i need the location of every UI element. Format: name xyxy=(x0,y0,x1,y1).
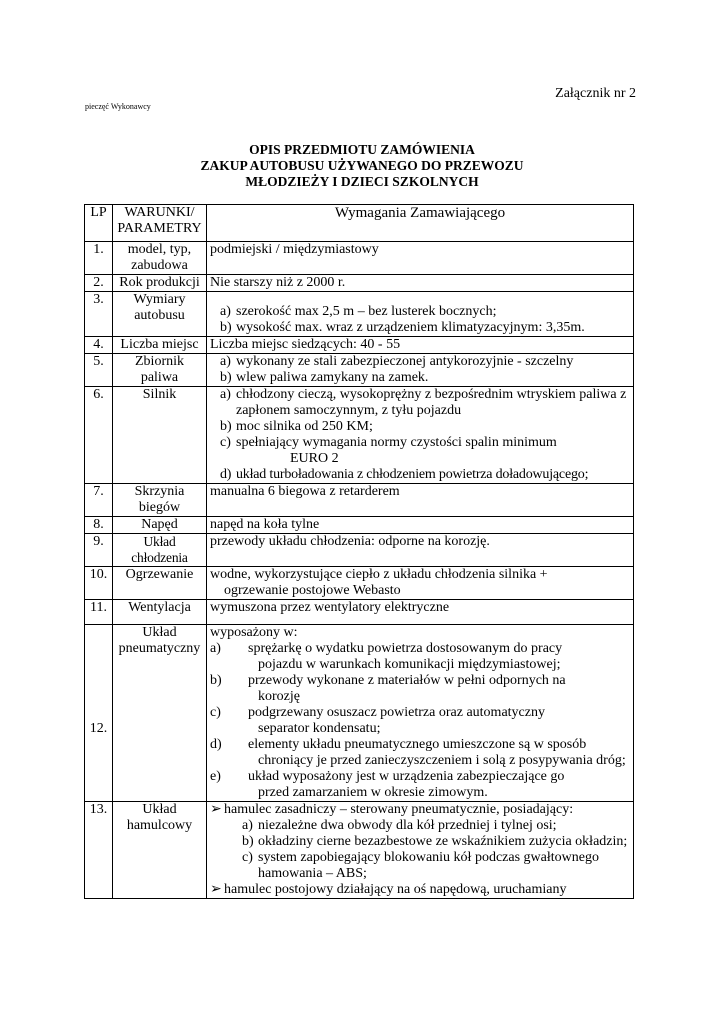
list-item: d) układ turboładowania z chłodzeniem powietrza doładowującego; xyxy=(220,467,589,482)
title-line-1: OPIS PRZEDMIOTU ZAMÓWIENIA xyxy=(249,142,475,157)
row-requirement xyxy=(207,387,634,484)
requirement-line: wodne, wykorzystujące ciepło z układu chłodzenia silnika + xyxy=(210,567,548,582)
list-item: ➢ hamulec zasadniczy – sterowany pneumatycznie, posiadający: a) niezależne dwa obwody dla kół przedniej i tylnej osi; b) okładziny cierne bezazbestowe ze wskaźnikiem zużycia okładzin; c) system zapobiegający blokowaniu kół podczas gwałtownego hamowania – ABS; xyxy=(210,802,630,882)
row-parameter: Liczba miejsc xyxy=(113,337,207,354)
row-number: 4. xyxy=(85,337,113,354)
requirement-intro: wyposażony w: xyxy=(210,625,298,640)
list-item: ➢ hamulec postojowy działający na oś napędową, uruchamiany xyxy=(210,882,567,897)
row-requirement xyxy=(207,802,634,899)
row-requirement: podmiejski / międzymiastowy xyxy=(207,242,634,275)
list-item: a) niezależne dwa obwody dla kół przedniej i tylnej osi; xyxy=(242,818,557,833)
row-parameter: Rok produkcji xyxy=(113,275,207,292)
row-parameter: Układ chłodzenia xyxy=(113,534,207,567)
header-params: WARUNKI/ PARAMETRY xyxy=(113,205,207,242)
list-item: a) wykonany ze stali zabezpieczonej antykorozyjnie - szczelny xyxy=(220,354,574,369)
row-requirement xyxy=(207,567,634,600)
table-row xyxy=(85,354,634,387)
row-parameter: Napęd xyxy=(113,517,207,534)
row-requirement: Nie starszy niż z 2000 r. xyxy=(207,275,634,292)
row-requirement xyxy=(207,625,634,802)
requirement-line: ogrzewanie postojowe Webasto xyxy=(224,583,401,598)
row-number: 2. xyxy=(85,275,113,292)
row-parameter: Silnik xyxy=(113,387,207,484)
row-number: 3. xyxy=(85,292,113,337)
contractor-stamp-label: pieczęć Wykonawcy xyxy=(85,102,151,111)
row-parameter: Układ hamulcowy xyxy=(113,802,207,899)
row-parameter: Wymiary autobusu xyxy=(113,292,207,337)
row-number: 10. xyxy=(85,567,113,600)
header-requirements: Wymagania Zamawiającego xyxy=(207,205,634,242)
row-requirement: manualna 6 biegowa z retarderem xyxy=(207,484,634,517)
row-parameter: Wentylacja xyxy=(113,600,207,625)
row-parameter: Ogrzewanie xyxy=(113,567,207,600)
title-line-2: ZAKUP AUTOBUSU UŻYWANEGO DO PRZEWOZU xyxy=(200,158,524,173)
table-row xyxy=(85,600,634,625)
list-item: b) moc silnika od 250 KM; xyxy=(220,419,373,434)
arrow-bullet-icon: ➢ xyxy=(210,802,222,817)
row-number: 12. xyxy=(85,625,113,802)
row-requirement: Liczba miejsc siedzących: 40 - 55 xyxy=(207,337,634,354)
document-title xyxy=(0,142,724,190)
table-header-row xyxy=(85,205,634,242)
list-item: b) okładziny cierne bezazbestowe ze wskaźnikiem zużycia okładzin; xyxy=(242,834,628,849)
table-row xyxy=(85,242,634,275)
row-requirement: przewody układu chłodzenia: odporne na korozję. xyxy=(207,534,634,567)
table-row xyxy=(85,534,634,567)
annex-number: Załącznik nr 2 xyxy=(555,86,636,101)
row-parameter: Skrzynia biegów xyxy=(113,484,207,517)
row-requirement xyxy=(207,292,634,337)
list-item: b) wlew paliwa zamykany na zamek. xyxy=(220,370,429,385)
table-row xyxy=(85,484,634,517)
table-row xyxy=(85,517,634,534)
row-number: 6. xyxy=(85,387,113,484)
row-parameter: Układ pneumatyczny xyxy=(113,625,207,802)
row-parameter: model, typ, zabudowa xyxy=(113,242,207,275)
table-row xyxy=(85,567,634,600)
table-row xyxy=(85,337,634,354)
row-number: 11. xyxy=(85,600,113,625)
row-number: 8. xyxy=(85,517,113,534)
row-number: 1. xyxy=(85,242,113,275)
header-lp: LP xyxy=(85,205,113,242)
table-row xyxy=(85,625,634,802)
table-row xyxy=(85,292,634,337)
row-parameter: Zbiornik paliwa xyxy=(113,354,207,387)
table-row xyxy=(85,387,634,484)
row-number: 13. xyxy=(85,802,113,899)
row-number: 9. xyxy=(85,534,113,567)
table-row xyxy=(85,802,634,899)
list-item: c) podgrzewany osuszacz powietrza oraz automatyczny separator kondensatu; xyxy=(210,705,545,736)
row-number: 7. xyxy=(85,484,113,517)
list-item: b) wysokość max. wraz z urządzeniem klimatyzacyjnym: 3,35m. xyxy=(220,320,585,335)
list-item: b) przewody wykonane z materiałów w pełni odpornych na korozję xyxy=(210,673,566,704)
title-line-3: MŁODZIEŻY I DZIECI SZKOLNYCH xyxy=(245,174,479,189)
list-item: c) system zapobiegający blokowaniu kół podczas gwałtownego hamowania – ABS; xyxy=(242,850,599,881)
row-requirement: wymuszona przez wentylatory elektryczne xyxy=(207,600,634,625)
table-row xyxy=(85,275,634,292)
list-item: d) elementy układu pneumatycznego umieszczone są w sposób chroniący je przed zanieczyszczeniem i solą z posypywania dróg; xyxy=(210,737,626,768)
list-item: e) układ wyposażony jest w urządzenia zabezpieczające go przed zamarzaniem w okresie zimowym. xyxy=(210,769,565,800)
list-item: a) sprężarkę o wydatku powietrza dostosowanym do pracy pojazdu w warunkach komunikacji międzymiastowej; xyxy=(210,641,563,672)
list-item: a) szerokość max 2,5 m – bez lusterek bocznych; xyxy=(220,304,497,319)
row-requirement xyxy=(207,354,634,387)
list-item: a) chłodzony cieczą, wysokoprężny z bezpośrednim wtryskiem paliwa z zapłonem samoczynnym, z tyłu pojazdu xyxy=(220,387,627,418)
row-requirement: napęd na koła tylne xyxy=(207,517,634,534)
row-number: 5. xyxy=(85,354,113,387)
requirements-table xyxy=(84,204,634,899)
list-item: c) spełniający wymagania normy czystości spalin minimum EURO 2 xyxy=(220,435,557,466)
arrow-bullet-icon: ➢ xyxy=(210,882,222,897)
